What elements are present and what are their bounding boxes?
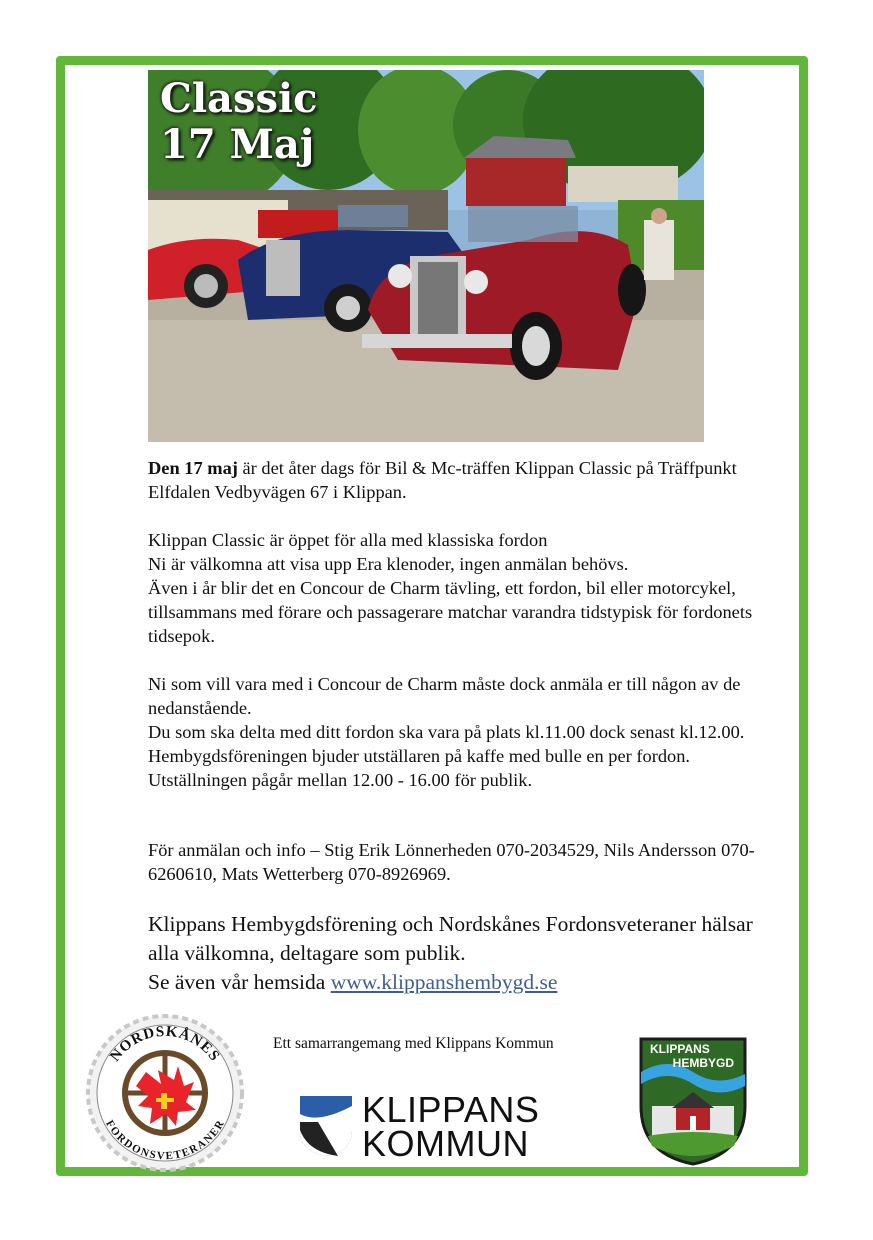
- klippans-kommun-shield-icon: [298, 1094, 354, 1158]
- info-paragraph: [148, 528, 768, 648]
- contact-paragraph: [148, 838, 768, 886]
- kommun-line1: KLIPPANS: [362, 1089, 540, 1130]
- classic-cars-photo: [148, 70, 704, 442]
- nfv-bottom-text: FORDONSVETERANER: [103, 1118, 227, 1163]
- nordskanes-fordonsveteraner-logo: [86, 1014, 244, 1172]
- rules-line-2: Du som ska delta med ditt fordon ska vara på plats kl.11.00 dock senast kl.12.00.: [148, 722, 745, 742]
- greeting-paragraph: [148, 910, 768, 997]
- photo-overlay-line1: Classic: [160, 75, 318, 122]
- collaboration-note: Ett samarrangemang med Klippans Kommun: [273, 1035, 554, 1052]
- info-line-3: Även i år blir det en Concour de Charm tävling, ett fordon, bil eller motorcykel, tillsammans med förare och passagerare matchar varandra tidstypisk för fordonets tidsepok.: [148, 578, 753, 646]
- contact-text: För anmälan och info – Stig Erik Lönnerheden 070-2034529, Nils Andersson 070-6260610, Mats Wetterberg 070-8926969.: [148, 840, 755, 884]
- rules-line-1: Ni som vill vara med i Concour de Charm måste dock anmäla er till någon av de nedanstående.: [148, 674, 741, 718]
- intro-text: är det åter dags för Bil & Mc-träffen Klippan Classic på Träffpunkt Elfdalen Vedbyvägen 67 i Klippan.: [148, 458, 737, 502]
- hembygd-line1: KLIPPANS: [650, 1042, 710, 1056]
- hembygd-line2: HEMBYGD: [672, 1056, 734, 1070]
- klippans-kommun-wordmark: [362, 1089, 540, 1164]
- info-line-1: Klippan Classic är öppet för alla med klassiska fordon: [148, 530, 548, 550]
- homepage-prefix: Se även vår hemsida: [148, 970, 331, 994]
- rules-line-3: Hembygdsföreningen bjuder utställaren på kaffe med bulle en per fordon. Utställningen pågår mellan 12.00 - 16.00 för publik.: [148, 746, 691, 790]
- nfv-top-text: NORDSKÅNES: [107, 1023, 223, 1065]
- rules-paragraph: [148, 672, 768, 792]
- photo-overlay-line2: 17 Maj: [160, 121, 315, 168]
- homepage-link[interactable]: www.klippanshembygd.se: [330, 970, 558, 994]
- info-line-2: Ni är välkomna att visa upp Era klenoder, ingen anmälan behövs.: [148, 554, 629, 574]
- intro-paragraph: [148, 456, 768, 504]
- intro-date: Den 17 maj: [148, 458, 238, 478]
- greeting-line: Klippans Hembygdsförening och Nordskånes Fordonsveteraner hälsar alla välkomna, deltagare som publik.: [148, 912, 753, 965]
- photo-overlay-title: [160, 76, 318, 168]
- kommun-line2: KOMMUN: [362, 1123, 529, 1164]
- hembygd-logo-text: [650, 1042, 740, 1070]
